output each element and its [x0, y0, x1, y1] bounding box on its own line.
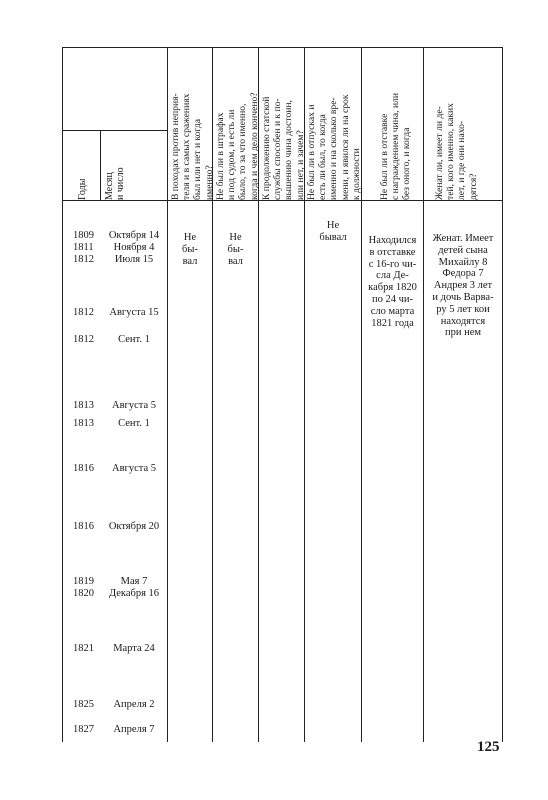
- header-fitness-line: или нет, и зачем?: [294, 130, 306, 200]
- month-cell: Мая 7: [120, 576, 148, 587]
- year-cell: 1825: [73, 699, 94, 710]
- header-year: [77, 179, 88, 200]
- month-cell: Августа 5: [111, 400, 156, 411]
- header-leave-line: Не был ли в отпусках и: [306, 104, 317, 200]
- header-campaigns: [170, 93, 215, 200]
- family-cell-line: Андрея 3 лет: [433, 280, 493, 292]
- family-cell: [424, 233, 502, 339]
- month-cell: Октября 20: [108, 521, 160, 532]
- header-retirement-line: без оного, и когда: [401, 127, 413, 200]
- year-cell: 1816: [73, 521, 94, 532]
- family-cell-line: Михайлу 8: [438, 256, 488, 268]
- header-leave-line: именно и на сколько вре-: [328, 97, 340, 200]
- campaigns-cell: [168, 232, 212, 268]
- campaigns-cell-line: бы-: [182, 244, 198, 255]
- family-cell-line: Федора 7: [442, 268, 484, 280]
- header-fitness: [261, 97, 306, 200]
- header-family-line: Женат ли, имеет ли де-: [434, 106, 445, 200]
- month-cell: Декабря 16: [108, 588, 160, 599]
- col-rule-right: [502, 47, 503, 742]
- leave-cell-line: Не: [326, 220, 340, 231]
- col-rule-7: [423, 47, 424, 742]
- header-leave-line: к должности: [350, 148, 362, 200]
- year-cell: 1827: [73, 724, 94, 735]
- row-rule-header: [62, 200, 503, 201]
- retirement-cell-line: кабря 1820: [368, 282, 417, 294]
- month-cell: Июля 15: [114, 254, 154, 265]
- family-cell-line: и дочь Варва-: [432, 291, 494, 303]
- year-cell: 1813: [73, 400, 94, 411]
- leave-cell: [305, 220, 361, 244]
- year-cell: 1812: [73, 334, 94, 345]
- header-penalty-line: когда и чем дело кончено?: [248, 92, 260, 200]
- month-cell: Марта 24: [113, 643, 155, 654]
- retirement-cell-line: с 16-го чи-: [368, 258, 417, 270]
- family-cell-line: находятся: [440, 315, 486, 327]
- penalty-cell-line: Не: [229, 232, 242, 243]
- month-cell: Апреля 2: [113, 699, 155, 710]
- header-retirement-line: с награждением чина, или: [390, 92, 402, 200]
- header-penalty-line: было, то за что именно,: [237, 103, 249, 200]
- family-cell-line: ру 5 лет кои: [436, 303, 490, 315]
- row-rule-subheader: [62, 130, 168, 131]
- leave-cell-line: бывал: [319, 232, 347, 243]
- family-cell-line: детей сына: [438, 244, 488, 256]
- header-leave-line: есть ли был, то когда: [317, 114, 329, 200]
- header-leave: [306, 95, 362, 201]
- year-cell: 1820: [73, 588, 94, 599]
- header-fitness-line: вышению чина достоин,: [283, 100, 295, 200]
- penalty-cell-line: вал: [228, 256, 243, 267]
- month-cell: Ноября 4: [113, 242, 155, 253]
- family-cell-line: при нем: [444, 327, 482, 339]
- header-campaigns-line: В походах против неприя-: [170, 93, 181, 200]
- campaigns-cell-line: Не: [183, 232, 197, 243]
- header-penalty: [215, 92, 260, 200]
- year-cell: 1811: [73, 242, 94, 253]
- col-rule-2: [167, 47, 168, 742]
- header-campaigns-line: теля и в самых сражениях: [181, 93, 193, 200]
- month-cell: Сент. 1: [118, 418, 150, 429]
- header-campaigns-line: был или нет и когда: [192, 118, 204, 200]
- header-family: [434, 103, 479, 200]
- header-month-line: и число: [115, 167, 127, 200]
- year-cell: 1813: [73, 418, 94, 429]
- header-month: [104, 167, 126, 200]
- col-rule-left: [62, 47, 63, 742]
- campaigns-cell-line: вал: [182, 256, 198, 267]
- page-number: 125: [477, 739, 500, 755]
- header-leave-line: мени, и явился ли на срок: [339, 94, 351, 200]
- retirement-cell-line: сло марта: [370, 305, 415, 317]
- year-cell: 1819: [73, 576, 94, 587]
- month-cell: Сент. 1: [118, 334, 150, 345]
- header-penalty-line: Не был ли в штрафах: [215, 112, 226, 200]
- header-family-line: тей, кого именно, каких: [445, 103, 457, 200]
- month-cell: Октября 14: [108, 230, 160, 241]
- year-cell: 1816: [73, 463, 94, 474]
- retirement-cell-line: Находился: [368, 235, 417, 246]
- retirement-cell-line: сла Де-: [376, 270, 409, 282]
- header-fitness-line: службы способен и к по-: [272, 98, 284, 200]
- col-rule-1: [100, 130, 101, 200]
- retirement-cell-line: в отставке: [369, 246, 416, 258]
- month-cell: Августа 15: [109, 307, 159, 318]
- year-cell: 1812: [73, 307, 94, 318]
- header-retirement: [379, 93, 413, 200]
- header-family-line: лет, и где они нахо-: [456, 120, 468, 200]
- penalty-cell-line: бы-: [227, 244, 244, 255]
- header-month-line: Месяц: [104, 172, 115, 200]
- penalty-cell: [213, 232, 258, 268]
- header-penalty-line: и под судом, и есть ли: [226, 109, 238, 200]
- header-fitness-line: К продолжению статской: [261, 96, 272, 200]
- retirement-cell: [362, 235, 423, 329]
- header-campaigns-line: именно?: [203, 165, 215, 200]
- year-cell: 1821: [73, 643, 94, 654]
- header-retirement-line: Не был ли в отставке: [379, 113, 390, 200]
- retirement-cell-line: по 24 чи-: [371, 293, 413, 305]
- year-cell: 1812: [73, 254, 94, 265]
- retirement-cell-line: 1821 года: [371, 317, 414, 329]
- month-cell: Августа 5: [111, 463, 156, 474]
- row-rule-top: [62, 47, 503, 48]
- month-cell: Апреля 7: [113, 724, 155, 735]
- family-cell-line: Женат. Имеет: [432, 233, 494, 244]
- header-year-text: Годы: [77, 178, 88, 200]
- header-family-line: дятся?: [467, 173, 479, 200]
- year-cell: 1809: [73, 230, 94, 241]
